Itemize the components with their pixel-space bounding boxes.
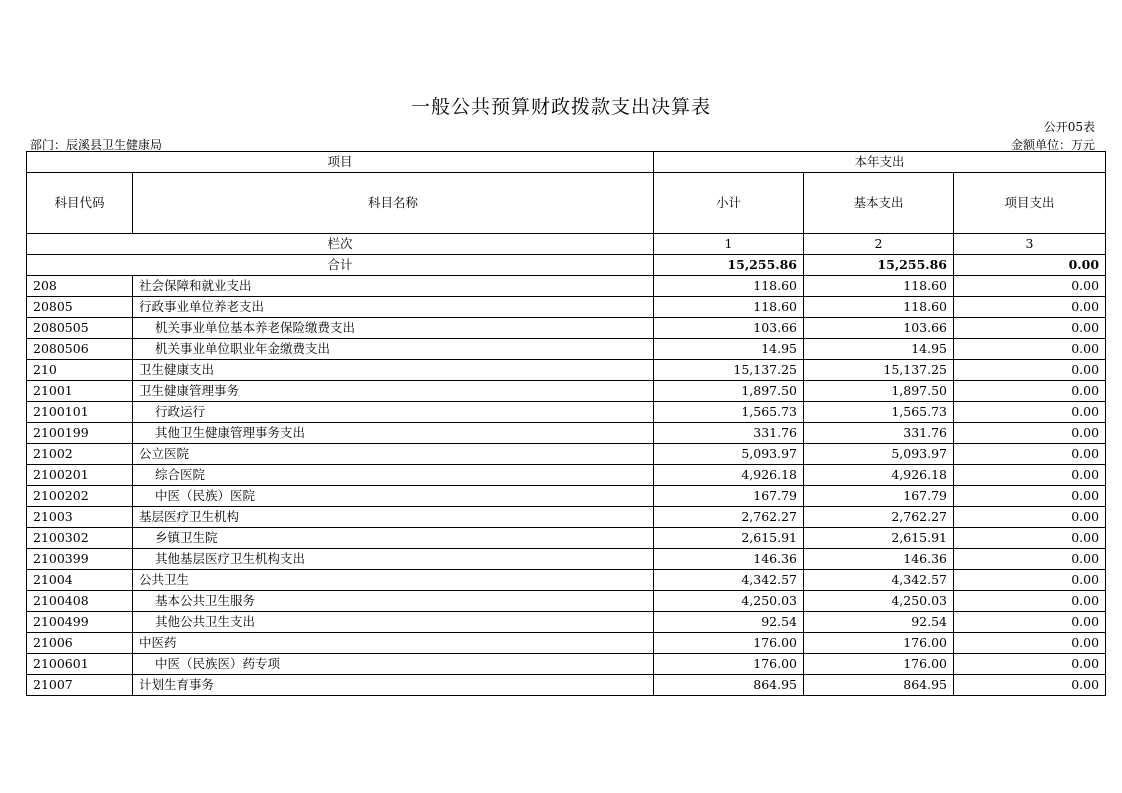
row-subtotal: 146.36 xyxy=(654,549,804,570)
row-project: 0.00 xyxy=(954,612,1106,633)
row-name: 其他卫生健康管理事务支出 xyxy=(133,423,654,444)
row-basic: 1,565.73 xyxy=(804,402,954,423)
row-name: 中医（民族）医院 xyxy=(133,486,654,507)
row-basic: 864.95 xyxy=(804,675,954,696)
row-basic: 4,342.57 xyxy=(804,570,954,591)
table-row xyxy=(27,360,1106,381)
row-subtotal: 2,615.91 xyxy=(654,528,804,549)
table-row xyxy=(27,444,1106,465)
row-code: 21003 xyxy=(27,507,133,528)
header-project: 项目 xyxy=(27,152,654,173)
row-subtotal: 4,926.18 xyxy=(654,465,804,486)
row-project: 0.00 xyxy=(954,675,1106,696)
row-basic: 118.60 xyxy=(804,276,954,297)
row-code: 21002 xyxy=(27,444,133,465)
column-number-row xyxy=(27,234,1106,255)
row-code: 208 xyxy=(27,276,133,297)
expense-table xyxy=(26,151,1106,696)
table-row xyxy=(27,528,1106,549)
header-subject-code: 科目代码 xyxy=(27,173,133,234)
row-name: 综合医院 xyxy=(133,465,654,486)
row-basic: 4,926.18 xyxy=(804,465,954,486)
table-row xyxy=(27,591,1106,612)
row-basic: 2,615.91 xyxy=(804,528,954,549)
row-project: 0.00 xyxy=(954,633,1106,654)
row-subtotal: 1,897.50 xyxy=(654,381,804,402)
column-number-3: 3 xyxy=(954,234,1106,255)
row-project: 0.00 xyxy=(954,570,1106,591)
row-basic: 15,137.25 xyxy=(804,360,954,381)
row-project: 0.00 xyxy=(954,444,1106,465)
table-row xyxy=(27,654,1106,675)
row-basic: 146.36 xyxy=(804,549,954,570)
total-project: 0.00 xyxy=(954,255,1106,276)
row-code: 2100101 xyxy=(27,402,133,423)
row-code: 2080506 xyxy=(27,339,133,360)
row-code: 21006 xyxy=(27,633,133,654)
row-subtotal: 864.95 xyxy=(654,675,804,696)
row-project: 0.00 xyxy=(954,423,1106,444)
row-basic: 4,250.03 xyxy=(804,591,954,612)
row-code: 20805 xyxy=(27,297,133,318)
row-subtotal: 118.60 xyxy=(654,297,804,318)
row-name: 其他公共卫生支出 xyxy=(133,612,654,633)
row-name: 其他基层医疗卫生机构支出 xyxy=(133,549,654,570)
table-row xyxy=(27,675,1106,696)
header-row-2 xyxy=(27,173,1106,234)
row-basic: 1,897.50 xyxy=(804,381,954,402)
column-number-1: 1 xyxy=(654,234,804,255)
row-subtotal: 167.79 xyxy=(654,486,804,507)
row-basic: 5,093.97 xyxy=(804,444,954,465)
row-subtotal: 4,250.03 xyxy=(654,591,804,612)
header-current-year-expense: 本年支出 xyxy=(654,152,1106,173)
row-basic: 176.00 xyxy=(804,633,954,654)
row-subtotal: 331.76 xyxy=(654,423,804,444)
row-name: 基本公共卫生服务 xyxy=(133,591,654,612)
row-subtotal: 118.60 xyxy=(654,276,804,297)
row-basic: 14.95 xyxy=(804,339,954,360)
row-project: 0.00 xyxy=(954,654,1106,675)
row-project: 0.00 xyxy=(954,486,1106,507)
row-code: 2080505 xyxy=(27,318,133,339)
row-project: 0.00 xyxy=(954,465,1106,486)
row-name: 卫生健康管理事务 xyxy=(133,381,654,402)
row-project: 0.00 xyxy=(954,318,1106,339)
header-basic-expense: 基本支出 xyxy=(804,173,954,234)
table-row xyxy=(27,276,1106,297)
form-number: 公开05表 xyxy=(1043,120,1095,134)
total-basic: 15,255.86 xyxy=(804,255,954,276)
row-code: 2100202 xyxy=(27,486,133,507)
row-subtotal: 2,762.27 xyxy=(654,507,804,528)
table-row xyxy=(27,297,1106,318)
column-label: 栏次 xyxy=(27,234,654,255)
row-basic: 92.54 xyxy=(804,612,954,633)
row-code: 210 xyxy=(27,360,133,381)
row-name: 计划生育事务 xyxy=(133,675,654,696)
row-name: 行政运行 xyxy=(133,402,654,423)
table-row xyxy=(27,402,1106,423)
column-number-2: 2 xyxy=(804,234,954,255)
row-subtotal: 1,565.73 xyxy=(654,402,804,423)
row-name: 机关事业单位基本养老保险缴费支出 xyxy=(133,318,654,339)
row-project: 0.00 xyxy=(954,360,1106,381)
row-project: 0.00 xyxy=(954,591,1106,612)
row-subtotal: 92.54 xyxy=(654,612,804,633)
header-subtotal: 小计 xyxy=(654,173,804,234)
row-name: 行政事业单位养老支出 xyxy=(133,297,654,318)
row-code: 2100302 xyxy=(27,528,133,549)
department-label: 部门：辰溪县卫生健康局 xyxy=(30,138,163,152)
row-name: 基层医疗卫生机构 xyxy=(133,507,654,528)
row-code: 21007 xyxy=(27,675,133,696)
header-project-expense: 项目支出 xyxy=(954,173,1106,234)
table-row xyxy=(27,633,1106,654)
row-code: 2100499 xyxy=(27,612,133,633)
row-code: 21004 xyxy=(27,570,133,591)
row-basic: 2,762.27 xyxy=(804,507,954,528)
row-project: 0.00 xyxy=(954,381,1106,402)
total-label: 合计 xyxy=(27,255,654,276)
row-basic: 167.79 xyxy=(804,486,954,507)
table-row xyxy=(27,486,1106,507)
row-basic: 118.60 xyxy=(804,297,954,318)
row-subtotal: 5,093.97 xyxy=(654,444,804,465)
row-code: 2100408 xyxy=(27,591,133,612)
table-row xyxy=(27,318,1106,339)
row-basic: 176.00 xyxy=(804,654,954,675)
amount-unit-label: 金额单位：万元 xyxy=(1010,138,1095,152)
row-project: 0.00 xyxy=(954,402,1106,423)
row-subtotal: 176.00 xyxy=(654,633,804,654)
table-row xyxy=(27,549,1106,570)
table-row xyxy=(27,381,1106,402)
row-subtotal: 103.66 xyxy=(654,318,804,339)
row-subtotal: 14.95 xyxy=(654,339,804,360)
row-project: 0.00 xyxy=(954,528,1106,549)
table-row xyxy=(27,570,1106,591)
row-name: 社会保障和就业支出 xyxy=(133,276,654,297)
row-name: 中医药 xyxy=(133,633,654,654)
table-row xyxy=(27,339,1106,360)
row-name: 中医（民族医）药专项 xyxy=(133,654,654,675)
row-name: 乡镇卫生院 xyxy=(133,528,654,549)
row-subtotal: 15,137.25 xyxy=(654,360,804,381)
row-name: 卫生健康支出 xyxy=(133,360,654,381)
row-project: 0.00 xyxy=(954,549,1106,570)
row-code: 2100399 xyxy=(27,549,133,570)
row-project: 0.00 xyxy=(954,507,1106,528)
header-row-1 xyxy=(27,152,1106,173)
header-subject-name: 科目名称 xyxy=(133,173,654,234)
table-row xyxy=(27,465,1106,486)
row-name: 机关事业单位职业年金缴费支出 xyxy=(133,339,654,360)
row-basic: 103.66 xyxy=(804,318,954,339)
table-row xyxy=(27,612,1106,633)
table-row xyxy=(27,423,1106,444)
row-name: 公共卫生 xyxy=(133,570,654,591)
row-project: 0.00 xyxy=(954,297,1106,318)
row-project: 0.00 xyxy=(954,276,1106,297)
row-code: 2100199 xyxy=(27,423,133,444)
row-subtotal: 4,342.57 xyxy=(654,570,804,591)
row-code: 2100601 xyxy=(27,654,133,675)
page-title: 一般公共预算财政拨款支出决算表 xyxy=(410,96,711,118)
total-subtotal: 15,255.86 xyxy=(654,255,804,276)
row-basic: 331.76 xyxy=(804,423,954,444)
row-name: 公立医院 xyxy=(133,444,654,465)
row-code: 2100201 xyxy=(27,465,133,486)
row-project: 0.00 xyxy=(954,339,1106,360)
total-row xyxy=(27,255,1106,276)
row-code: 21001 xyxy=(27,381,133,402)
table-row xyxy=(27,507,1106,528)
row-subtotal: 176.00 xyxy=(654,654,804,675)
